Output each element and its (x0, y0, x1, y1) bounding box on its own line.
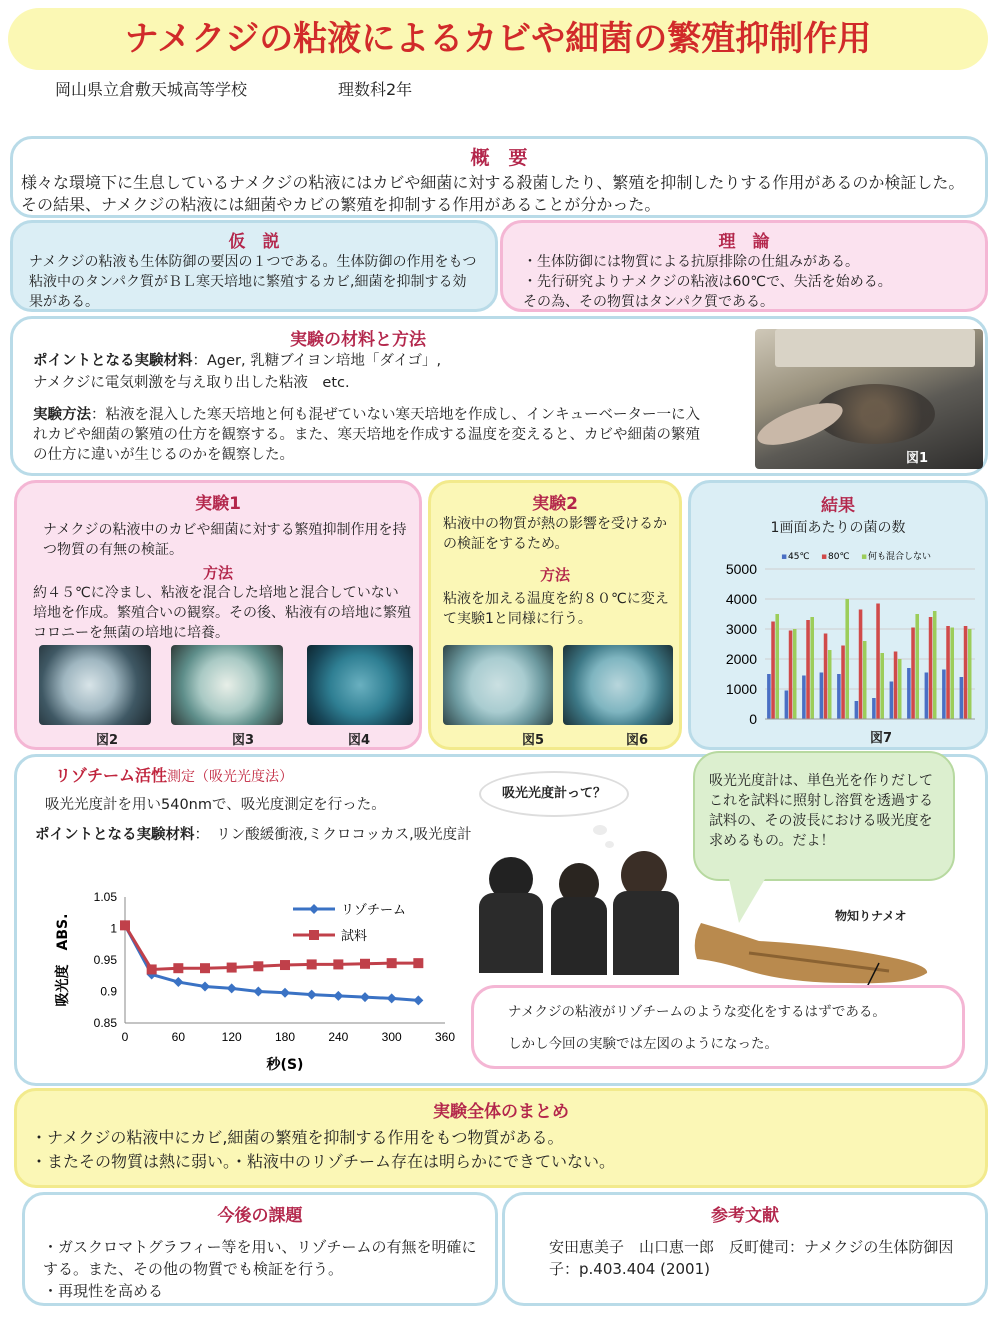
bar (964, 626, 968, 719)
method-line (33, 405, 713, 465)
legend-marker (309, 930, 319, 940)
figure-2-photo (39, 645, 151, 725)
data-point-sample (413, 958, 423, 968)
overview-box (10, 136, 988, 218)
figure-4-label: 図4 (347, 733, 371, 748)
data-point-lysozyme (413, 995, 423, 1005)
lysozyme-box (14, 754, 988, 1086)
lysozyme-text: 吸光光度計を用い540nmで、吸光度測定を行った。 (45, 797, 386, 813)
line-x-tick-label: 120 (221, 1030, 242, 1044)
exp2-method-heading: 方法 (539, 566, 570, 584)
materials-label: ポイントとなる実験材料 (33, 353, 193, 369)
bar (907, 668, 911, 719)
data-point-sample (360, 959, 370, 969)
thought-dot-2 (605, 841, 614, 848)
summary-heading: 実験全体のまとめ (433, 1102, 569, 1122)
exp2-heading: 実験2 (532, 494, 578, 514)
title-banner (8, 8, 988, 70)
figure-6-label: 図6 (625, 733, 649, 748)
line-y-tick-label: 0.95 (93, 953, 117, 967)
bar (933, 611, 937, 719)
speech-bubble-text: 吸光光度計は、単色光を作りだしてこれを試料に照射し溶質を透過する試料の、その波長における吸光度を求めるもの。だよ！ (709, 773, 933, 849)
bar (806, 620, 810, 719)
result-note-box (471, 985, 965, 1069)
data-point-sample (173, 963, 183, 973)
figure-4-photo (307, 645, 413, 725)
line-y-tick-label: 1.05 (93, 890, 117, 904)
result-note-1: ナメクジの粘液がリゾチームのような変化をするはずである。 (508, 1004, 886, 1020)
thought-bubble (479, 771, 629, 817)
thought-bubble-text: 吸光光度計って？ (501, 786, 606, 801)
theory-heading: 理 論 (718, 232, 770, 252)
result-note-2: しかし今回の実験では左図のようになった。 (508, 1036, 778, 1052)
hypothesis-heading: 仮 説 (228, 232, 280, 252)
future-box (22, 1192, 498, 1306)
bar (845, 599, 849, 719)
bar (824, 634, 828, 720)
bar (942, 670, 946, 720)
data-point-sample (387, 958, 397, 968)
series-line-1 (125, 925, 418, 969)
line-y-tick-label: 0.85 (93, 1016, 117, 1030)
results-heading: 結果 (821, 496, 855, 516)
summary-line-2: ・またその物質は熱に弱い。・粘液中のリゾチーム存在は明らかにできていない。 (31, 1152, 616, 1171)
bar (960, 677, 964, 719)
data-point-sample (120, 920, 130, 930)
exp2-purpose: 粘液中の物質が熱の影響を受けるかの検証をするため。 (443, 516, 667, 552)
methods-heading: 実験の材料と方法 (290, 330, 426, 350)
bar (863, 641, 867, 719)
theory-box (500, 220, 988, 312)
lysozyme-heading-sub: 測定（吸光光度法） (167, 769, 294, 785)
bar (855, 701, 859, 719)
results-subtitle: 1画面あたりの菌の数 (770, 520, 906, 536)
references-text: 安田恵美子 山口恵一郎 反町健司：ナメクジの生体防御因子：p.403.404 (2001) (549, 1238, 954, 1278)
line-y-tick-label: 0.9 (100, 984, 117, 999)
bar-y-tick-label: 2000 (725, 651, 757, 667)
bar (876, 604, 880, 720)
line-x-tick-label: 0 (121, 1030, 129, 1044)
figure-3-photo (171, 645, 283, 725)
theory-line-3: その為、その物質はタンパク質である。 (523, 294, 775, 310)
exp1-heading: 実験1 (195, 494, 241, 514)
bar (925, 673, 929, 720)
legend-marker: ▪ (781, 552, 788, 562)
bar (915, 614, 919, 719)
bar (785, 691, 789, 720)
bar-y-tick-label: 1000 (725, 681, 757, 697)
bar (880, 653, 884, 719)
figure-3-label: 図3 (231, 733, 255, 748)
bar (898, 659, 902, 719)
references-box (502, 1192, 988, 1306)
line-x-axis-label: 秒(S) (266, 1057, 304, 1073)
data-point-sample (227, 963, 237, 973)
data-point-sample (333, 959, 343, 969)
lysozyme-heading-line (55, 763, 293, 786)
line-x-tick-label: 240 (328, 1030, 349, 1044)
materials-text: ：Ager, 乳糖ブイヨン培地「ダイゴ」, (192, 353, 442, 369)
bar (859, 610, 863, 720)
bar (820, 673, 824, 720)
data-point-sample (200, 963, 210, 973)
data-point-lysozyme (387, 993, 397, 1003)
theory-line-1: ・生体防御には物質による抗原排除の仕組みがある。 (523, 254, 859, 270)
speech-bubble (693, 751, 955, 881)
slug-label: 物知りナメオ (835, 909, 907, 923)
hypothesis-text: ナメクジの粘液も生体防御の要因の１つである。生体防御の作用をもつ粘液中のタンパク質がＢＬ寒天培地に繁殖するカビ,細菌を抑制する効果がある。 (29, 254, 477, 310)
bar (872, 698, 876, 719)
lysozyme-materials-line (35, 825, 472, 845)
bar (789, 631, 793, 720)
data-point-lysozyme (200, 981, 210, 991)
bar (775, 614, 779, 719)
method-text: ：粘液を混入した寒天培地と何も混ぜていない寒天培地を作成し、インキューベーター一に入れカビや細菌の繁殖の仕方を観察する。また、寒天培地を作成する温度を変えると、カビや細菌の繁殖の仕方に違いが生じるのかを観察した。 (33, 407, 700, 463)
data-point-sample (280, 960, 290, 970)
references-heading: 参考文献 (711, 1206, 779, 1226)
data-point-sample (253, 961, 263, 971)
bar (767, 674, 771, 719)
bar (802, 676, 806, 720)
figure-1-photo (755, 329, 983, 469)
line-y-axis-label: 吸光度 ABS. (55, 913, 71, 1007)
bar (890, 682, 894, 720)
data-point-lysozyme (280, 988, 290, 998)
legend-entry: 試料 (341, 929, 368, 944)
line-x-tick-label: 360 (434, 1030, 456, 1044)
bar (771, 622, 775, 720)
future-heading: 今後の課題 (217, 1206, 303, 1226)
exp1-method: 約４５℃に冷まし、粘液を混合した培地と混合していない培地を作成。繁殖合いの観察。その後、粘液有の培地に繁殖コロニーを無菌の培地に培養。 (33, 585, 411, 641)
summary-box (14, 1088, 988, 1188)
data-point-lysozyme (307, 990, 317, 1000)
line-x-tick-label: 180 (274, 1030, 296, 1044)
experiment-2-box (428, 480, 682, 750)
thought-dot-1 (593, 825, 607, 835)
legend-marker: ▪ (861, 552, 868, 562)
experiment-1-box (14, 480, 422, 750)
poster-title: ナメクジの粘液によるカビや細菌の繁殖抑制作用 (124, 19, 872, 59)
exp1-purpose: ナメクジの粘液中のカビや細菌に対する繁殖抑制作用を持つ物質の有無の検証。 (43, 522, 407, 558)
grade-label: 理数科2年 (338, 80, 413, 99)
data-point-lysozyme (253, 987, 263, 997)
data-point-sample (147, 964, 157, 974)
materials-line (33, 351, 733, 371)
bar (911, 628, 915, 720)
bar (841, 646, 845, 720)
school-name: 岡山県立倉敷天城高等学校 (55, 80, 248, 99)
data-point-sample (307, 959, 317, 969)
figure-7-label: 図7 (869, 731, 893, 746)
bar (950, 628, 954, 720)
bar-y-tick-label: 3000 (725, 621, 757, 637)
lysozyme-materials-label: ポイントとなる実験材料 (35, 827, 195, 843)
future-text: ・ガスクロマトグラフィー等を用い、リゾチームの有無を明確にする。また、その他の物質でも検証を行う。 (43, 1238, 477, 1278)
figure-5-label: 図5 (521, 733, 545, 748)
future-text-2: ・再現性を高める (43, 1282, 164, 1300)
exp1-method-heading: 方法 (202, 564, 233, 582)
bacteria-count-bar-chart (695, 545, 985, 735)
summary-line-1: ・ナメクジの粘液中にカビ,細菌の繁殖を抑制する作用をもつ物質がある。 (31, 1128, 564, 1147)
figure-2-label: 図2 (95, 733, 119, 748)
hypothesis-box (10, 220, 498, 312)
overview-text: 様々な環境下に生息しているナメクジの粘液にはカビや細菌に対する殺菌したり、繁殖を抑制したりする作用があるのか検証した。その結果、ナメクジの粘液には細菌やカビの繁殖を抑制する作用があることが分かった。 (21, 173, 965, 214)
materials-text-2: ナメクジに電気刺激を与え取り出した粘液 etc. (33, 375, 350, 391)
bar-y-tick-label: 4000 (725, 591, 757, 607)
absorbance-line-chart (35, 883, 475, 1083)
bar (968, 629, 972, 719)
line-y-tick-label: 1 (110, 921, 117, 936)
bar (810, 617, 814, 719)
legend-entry: 何も混合しない (868, 552, 932, 562)
overview-heading: 概 要 (470, 147, 528, 169)
lysozyme-heading: リゾチーム活性 (55, 766, 168, 785)
bar (837, 674, 841, 719)
results-box (688, 480, 988, 750)
slug-illustration (689, 901, 939, 991)
data-point-lysozyme (227, 983, 237, 993)
legend-marker: ▪ (821, 552, 828, 562)
theory-line-2: ・先行研究よりナメクジの粘液は60℃で、失活を始める。 (523, 274, 892, 290)
methods-box (10, 316, 988, 476)
method-label: 実験方法 (33, 407, 91, 423)
bar (894, 652, 898, 720)
bar (946, 626, 950, 719)
bar (828, 650, 832, 719)
data-point-lysozyme (333, 991, 343, 1001)
bar-y-tick-label: 5000 (725, 561, 757, 577)
legend-entry: 45℃ (788, 552, 810, 562)
legend-marker (309, 904, 319, 914)
students-photo (479, 849, 689, 975)
figure-1-label: 図1 (906, 451, 929, 466)
exp2-method: 粘液を加える温度を約８０℃に変えて実験1と同様に行う。 (443, 591, 669, 627)
legend-entry: 80℃ (828, 552, 850, 562)
figure-5-photo (443, 645, 553, 725)
figure-6-photo (563, 645, 673, 725)
bar (929, 617, 933, 719)
data-point-lysozyme (173, 977, 183, 987)
legend-entry: リゾチーム (341, 903, 407, 918)
data-point-lysozyme (360, 992, 370, 1002)
bar (793, 629, 797, 719)
bar-y-tick-label: 0 (749, 711, 757, 727)
lysozyme-materials-text: ： リン酸緩衝液,ミクロコッカス,吸光度計 (194, 827, 472, 843)
line-x-tick-label: 60 (171, 1030, 186, 1044)
line-x-tick-label: 300 (381, 1030, 402, 1044)
